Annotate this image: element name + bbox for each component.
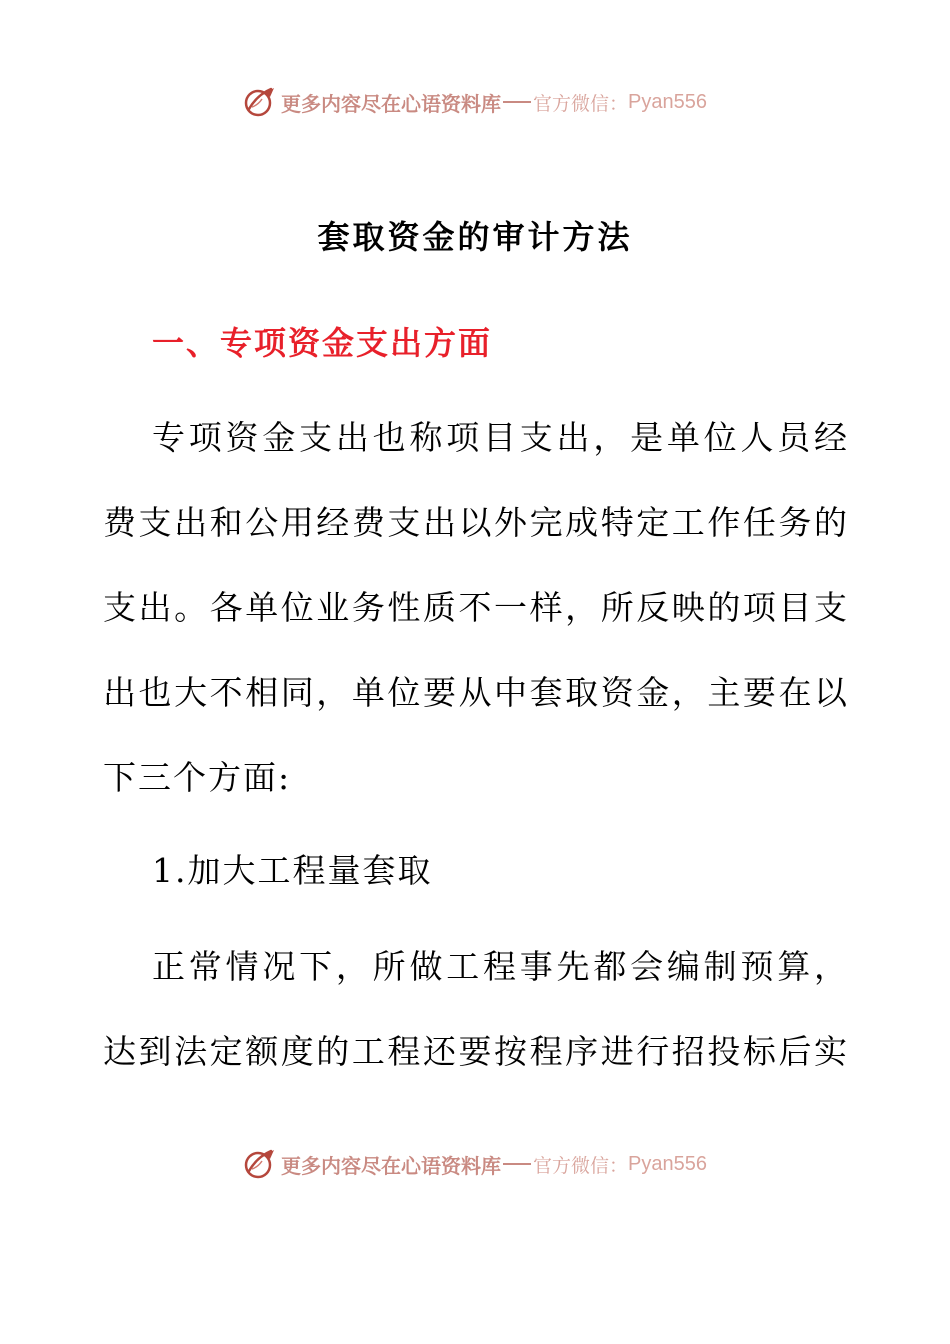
pen-logo-icon: [243, 1147, 277, 1181]
paragraph-line: 达到法定额度的工程还要按程序进行招投标后实: [103, 1032, 849, 1071]
watermark-wechat-id: Pyan556: [628, 90, 707, 113]
paragraph-line: 正常情况下，所做工程事先都会编制预算，: [152, 947, 849, 986]
watermark-brand-text: 更多内容尽在心语资料库: [281, 1153, 501, 1178]
watermark-dash: [503, 101, 531, 103]
watermark-wechat-label: 官方微信：: [533, 1154, 629, 1177]
watermark-wechat-label: 官方微信：: [533, 92, 629, 115]
pen-logo-icon: [243, 85, 277, 119]
watermark-brand-text: 更多内容尽在心语资料库: [281, 91, 501, 116]
paragraph-line: 专项资金支出也称项目支出，是单位人员经: [152, 418, 849, 457]
paragraph-line: 下三个方面:: [103, 758, 292, 797]
paragraph-line: 出也大不相同，单位要从中套取资金，主要在以: [103, 673, 849, 712]
header-watermark: [0, 82, 950, 122]
watermark-wechat-id: Pyan556: [628, 1152, 707, 1175]
section-heading: 一、专项资金支出方面: [152, 324, 493, 362]
watermark-dash: [503, 1163, 531, 1165]
document-title: 套取资金的审计方法: [317, 218, 633, 256]
subheading: 1.加大工程量套取: [152, 851, 433, 890]
footer-watermark: [0, 1144, 950, 1184]
paragraph-line: 费支出和公用经费支出以外完成特定工作任务的: [103, 503, 849, 542]
paragraph-line: 支出。各单位业务性质不一样，所反映的项目支: [103, 588, 849, 627]
